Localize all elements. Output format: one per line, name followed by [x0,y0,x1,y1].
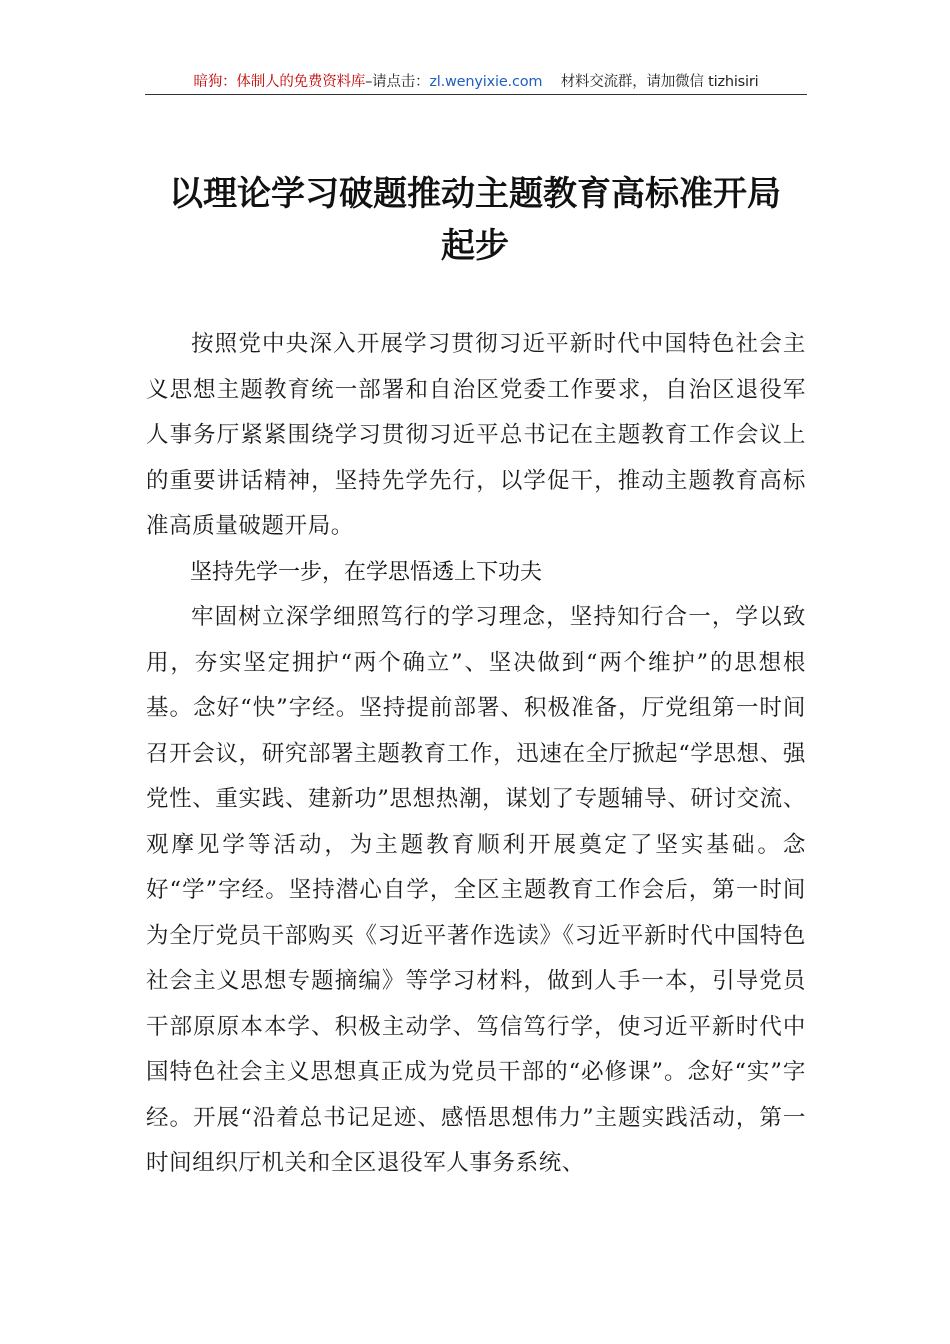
header-url-link[interactable]: zl.wenyixie.com [429,74,543,90]
intro-paragraph: 按照党中央深入开展学习贯彻习近平新时代中国特色社会主义思想主题教育统一部署和自治区党委工作要求，自治区退役军人事务厅紧紧围绕学习贯彻习近平总书记在主题教育工作会议上的重要讲话精神，坚持先学先行，以学促干，推动主题教育高标准高质量破题开局。 [146,331,806,539]
section-heading: 坚持先学一步，在学思悟透上下功夫 [190,559,543,585]
header-prompt: –请点击： [365,74,430,90]
header-note: 材料交流群，请加微信 tizhisiri [560,74,759,90]
title-line-1: 以理论学习破题推动主题教育高标准开局 [169,174,781,214]
header-brand: 暗狗：体制人的免费资料库 [193,74,366,90]
document-title [120,168,830,272]
title-line-2: 起步 [441,226,509,266]
page-header [145,72,807,95]
section-paragraph: 牢固树立深学细照笃行的学习理念，坚持知行合一，学以致用，夯实坚定拥护“两个确立”、坚决做到“两个维护”的思想根基。念好“快”字经。坚持提前部署、积极准备，厅党组第一时间召开会议，研究部署主题教育工作，迅速在全厅掀起“学思想、强党性、重实践、建新功”思想热潮，谋划了专题辅导、研讨交流、观摩见学等活动，为主题教育顺利开展奠定了坚实基础。念好“学”字经。坚持潜心自学，全区主题教育工作会后，第一时间为全厅党员干部购买《习近平著作选读》《习近平新时代中国特色社会主义思想专题摘编》等学习材料，做到人手一本，引导党员干部原原本本学、积极主动学、笃信笃行学，使习近平新时代中国特色社会主义思想真正成为党员干部的“必修课”。念好“实”字经。开展“沿着总书记足迹、感悟思想伟力”主题实践活动，第一时间组织厅机关和全区退役军人事务系统、 [146,604,806,1176]
document-body [146,322,806,1187]
